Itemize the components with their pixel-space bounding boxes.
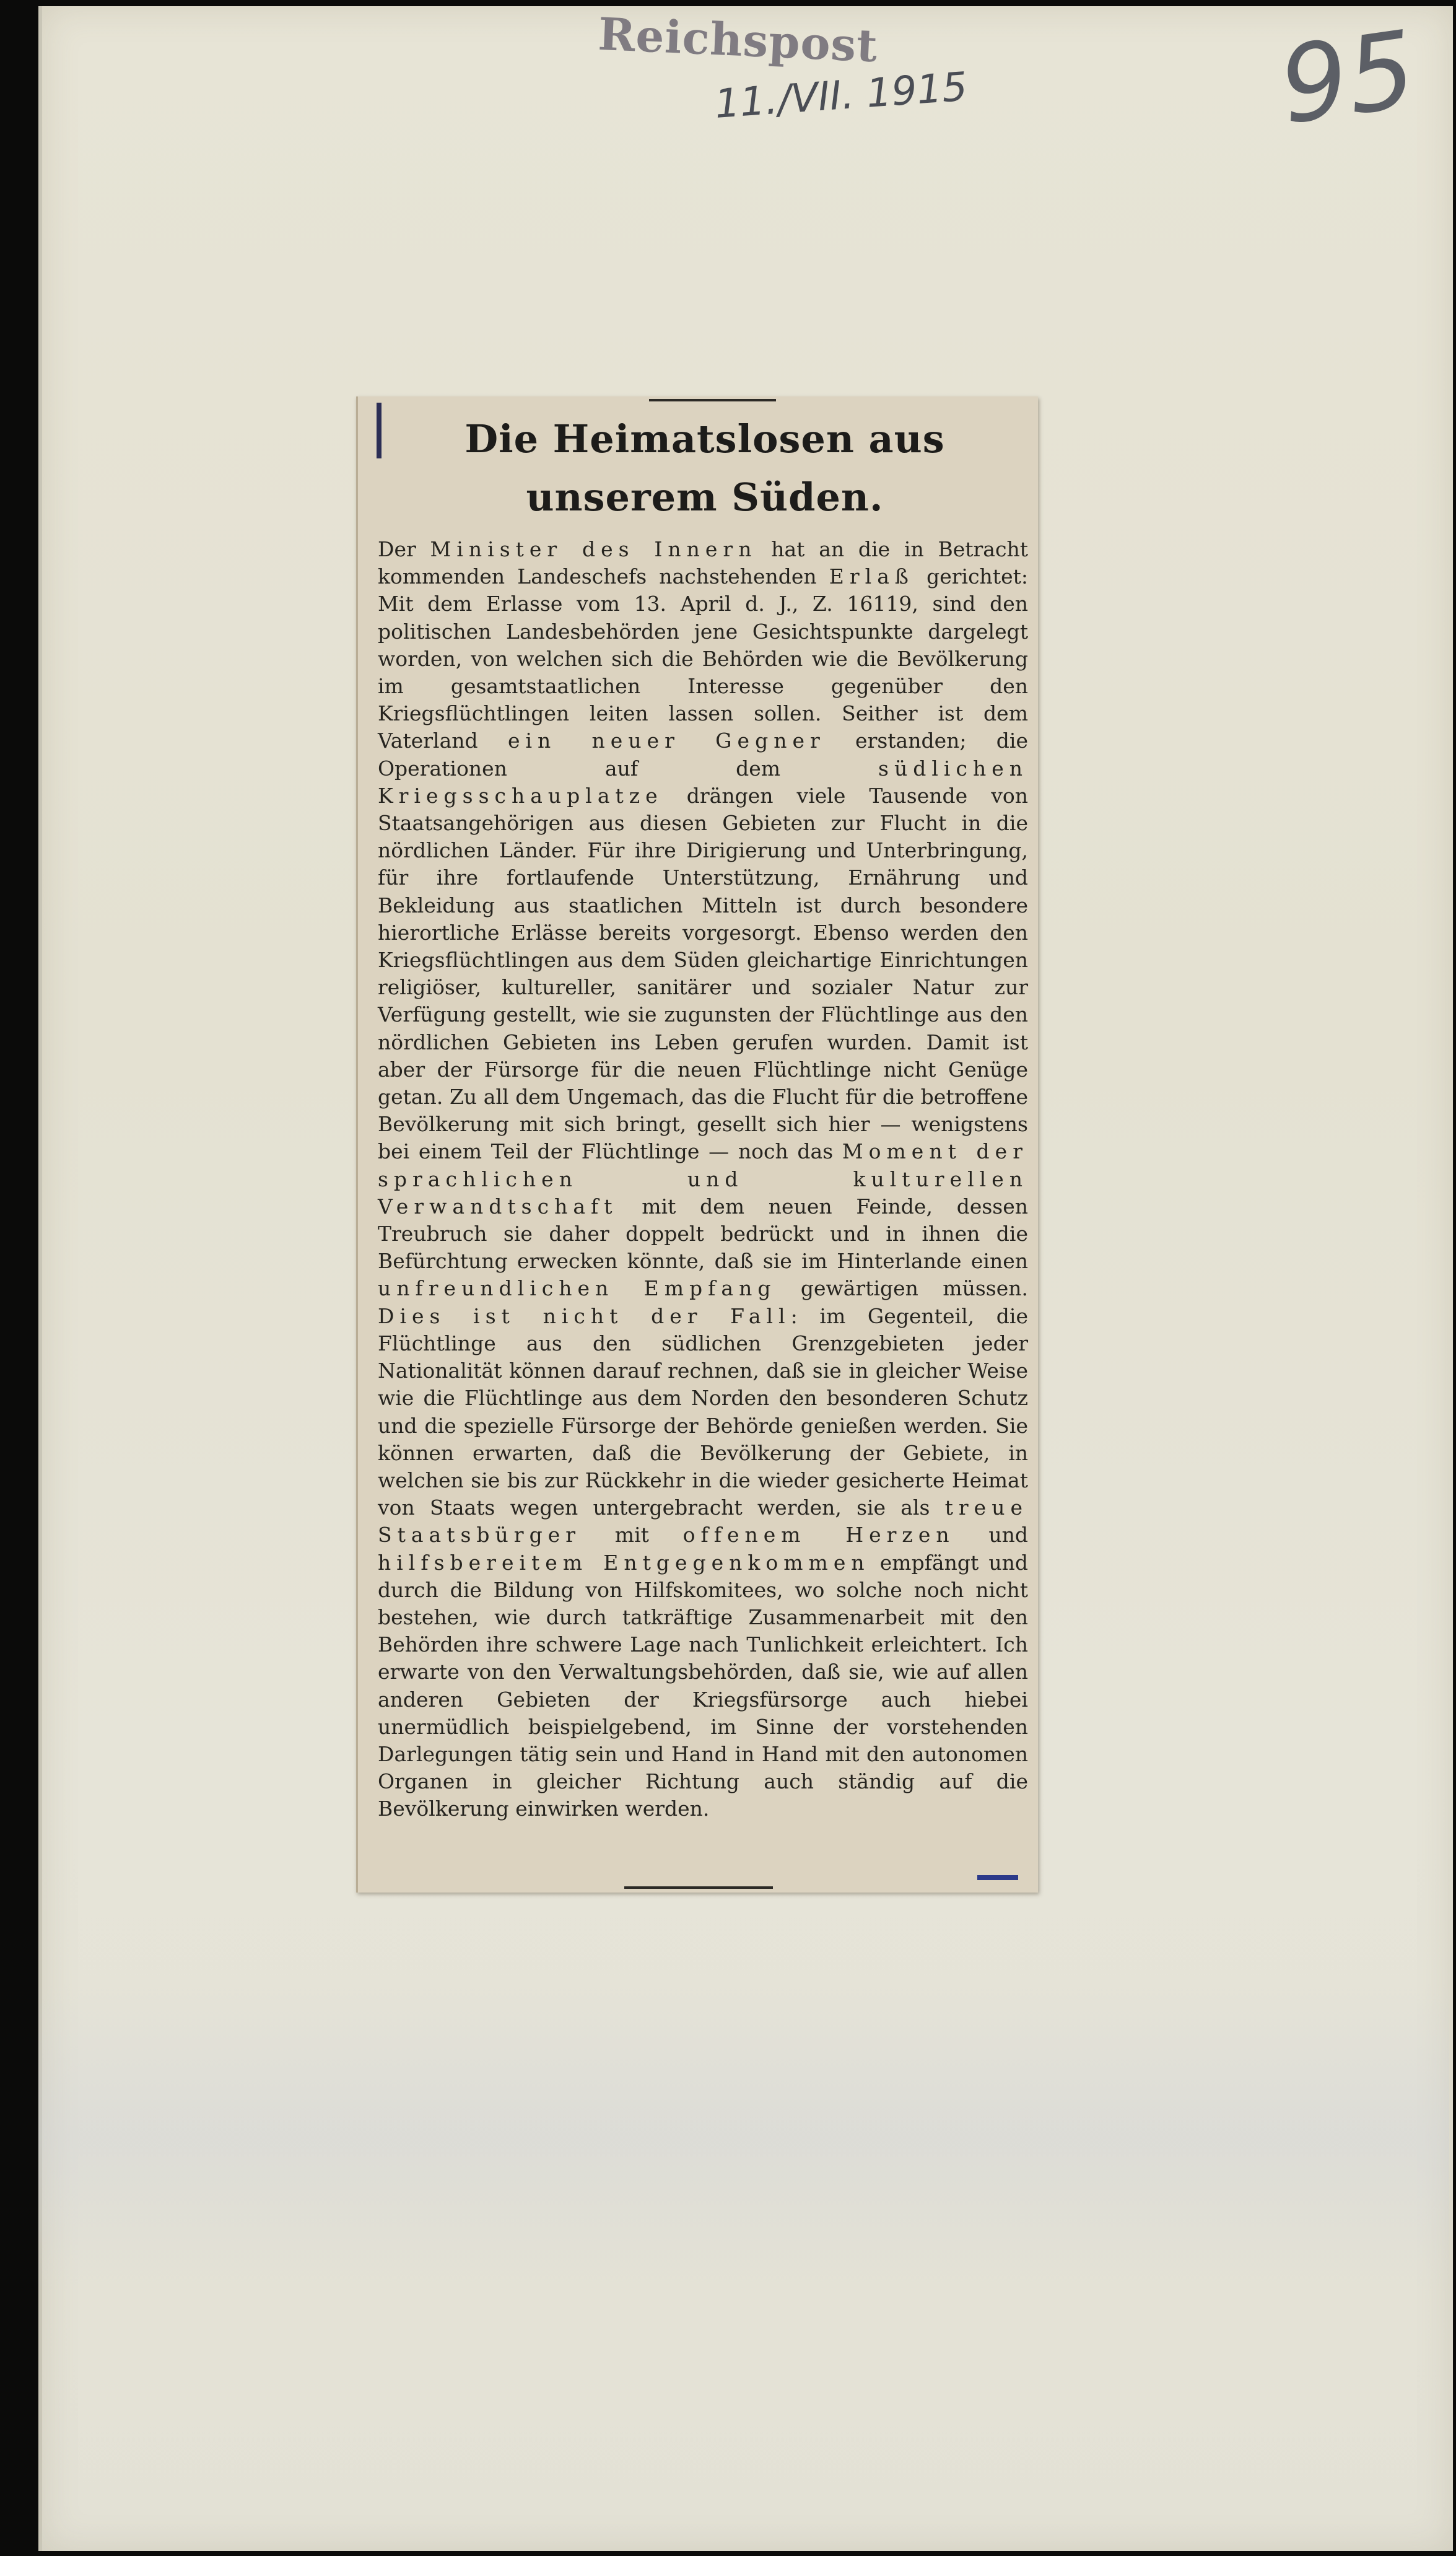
text-run-spaced: südlichen Kriegsschauplatze (378, 756, 1028, 808)
text-run: mit dem neuen Feinde, dessen Treubruch sie daher doppelt bedrückt und in ihnen die Befürchtung erwecken könnte, daß sie im Hinterlande einen (378, 1194, 1028, 1274)
article-body (378, 536, 1028, 1868)
article-headline: Die Heimatslosen aus unserem Süden. (464, 416, 945, 520)
text-run-spaced: Moment der sprachlichen und kulturellen Verwandtschaft (378, 1139, 1028, 1219)
text-run-spaced: unfreundlichen Empfang (378, 1276, 777, 1301)
text-run: : im Gegenteil, die Flüchtlinge aus den südlichen Grenzgebieten jeder Nationalität können darauf rechnen, daß sie in gleicher Weise wie die Flüchtlinge aus dem Norden den besonderen Schutz und die spezielle Fürsorge der Behörde genießen werden. Sie können erwarten, daß die Bevölkerung der Gebiete, in welchen sie bis zur Rückkehr in die wieder gesicherte Heimat von Staats wegen untergebracht werden, sie als (378, 1303, 1028, 1520)
text-run-spaced: Dies ist nicht der Fall (378, 1303, 791, 1328)
bottom-rule (624, 1886, 773, 1889)
text-run-spaced: ein neuer Gegner (507, 729, 826, 753)
text-run: empfängt und durch die Bildung von Hilfskomitees, wo solche noch nicht bestehen, wie durch tatkräftige Zusammenarbeit mit den Behörden ihre schwere Lage nach Tunlichkeit erleichtert. Ich erwarte von den Verwaltungsbehörden, daß sie, wie auf allen anderen Gebieten der Kriegsfürsorge auch hiebei unermüdlich beispielgebend, im Sinne der vorstehenden Darlegungen tätig sein und Hand in Hand mit den autonomen Organen in gleicher Richtung auch ständig auf die Bevölkerung einwirken werden. (378, 1550, 1028, 1821)
text-run: gerichtet: Mit dem Erlasse vom 13. April d. J., Z. 16119, sind den politischen Landesbehörden jene Gesichtspunkte dargelegt worden, von welchen sich die Behörden wie die Bevölkerung im gesamtstaatlichen Interesse gegenüber den Kriegsflüchtlingen leiten lassen sollen. Seither ist dem Vaterland (378, 564, 1028, 753)
text-run: Der (378, 537, 430, 561)
text-run-spaced: Minister des Innern (430, 537, 757, 561)
text-run-spaced: treue Staatsbürger (378, 1495, 1028, 1547)
blue-pencil-mark (977, 1875, 1018, 1880)
handwritten-page-number: 95 (1273, 8, 1423, 149)
headline-margin-bar (377, 403, 381, 458)
text-run-spaced: hilfsbereitem Entgegenkommen (378, 1550, 870, 1575)
top-rule (649, 399, 776, 401)
text-run-spaced: offenem Herzen (682, 1523, 955, 1547)
text-run-spaced: Erlaß (829, 564, 914, 589)
newspaper-clipping (356, 396, 1038, 1893)
text-run: erstanden; die Operationen auf dem (378, 729, 1028, 781)
text-run: und (954, 1523, 1029, 1547)
text-run: hat an die in Betracht kommenden Landeschefs nachstehenden (378, 537, 1028, 589)
handwritten-date: 11./VII. 1915 (713, 64, 969, 128)
text-run: drängen viele Tausende von Staatsangehörigen aus diesen Gebieten zur Flucht in die nördlichen Länder. Für ihre Dirigierung und Unterbringung, für ihre fortlaufende Unterstützung, Ernährung und Bekleidung aus staatlichen Mitteln ist durch besondere hierortliche Erlässe bereits vorgesorgt. Ebenso werden den Kriegsflüchtlingen aus dem Süden gleichartige Einrichtungen religiöser, kultureller, sanitärer und sozialer Natur zur Verfügung gestellt, wie sie zugunsten der Flüchtlinge aus den nördlichen Gebieten ins Leben gerufen wurden. Damit ist aber der Fürsorge für die neuen Flüchtlinge nicht Genüge getan. Zu all dem Ungemach, das die Flucht für die betroffene Bevölkerung mit sich bringt, gesellt sich hier — wenigstens bei einem Teil der Flüchtlinge — noch das (378, 783, 1028, 1164)
text-run: mit (581, 1523, 683, 1547)
text-run: gewärtigen müssen. (776, 1276, 1028, 1301)
newspaper-name-stamp: Reichspost (597, 7, 879, 72)
